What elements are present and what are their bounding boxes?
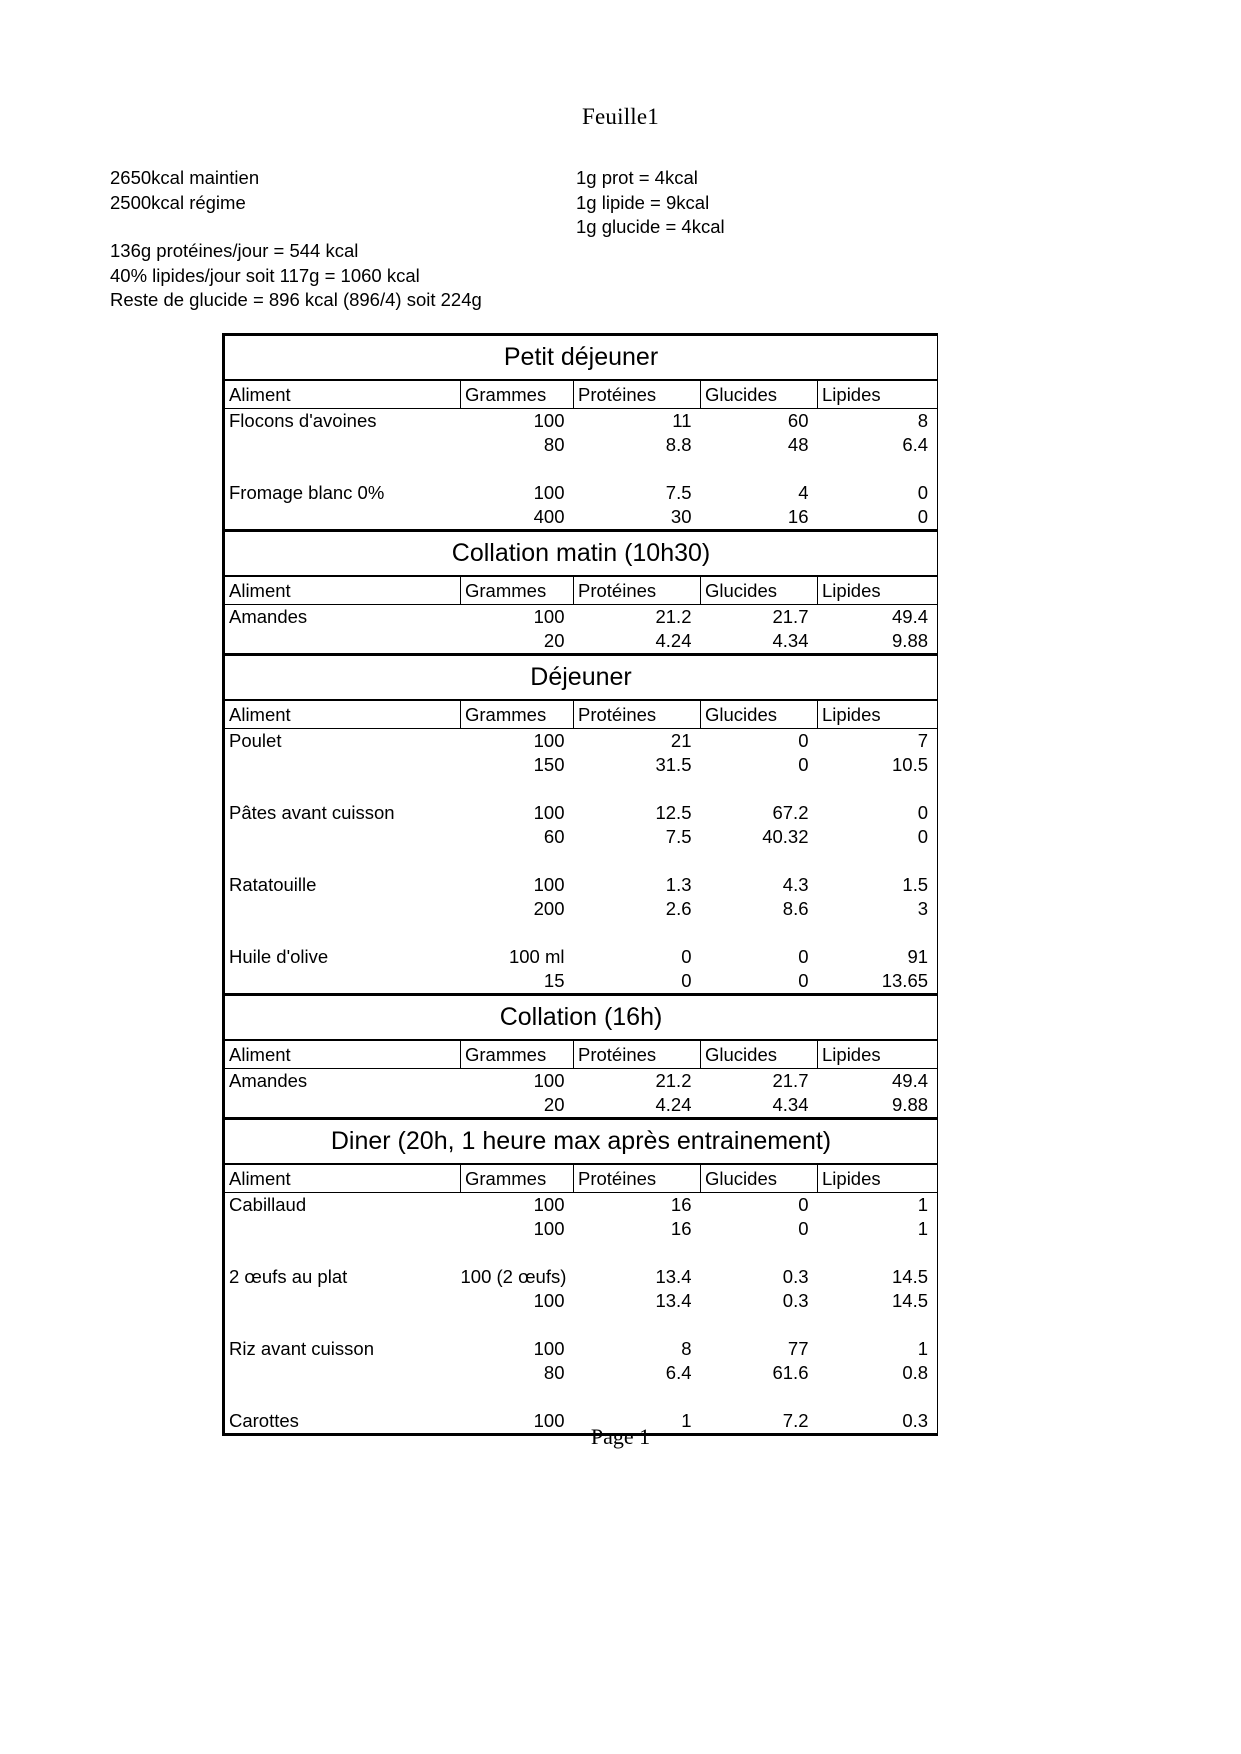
cell-aliment bbox=[224, 629, 461, 655]
cell-grammes: 100 bbox=[533, 410, 565, 431]
cell-grammes: 100 (2 œufs) bbox=[460, 1266, 567, 1287]
cell-aliment bbox=[224, 753, 461, 777]
cell-glucides: 21.7 bbox=[772, 606, 809, 627]
cell-proteines bbox=[574, 921, 701, 945]
column-header-proteines: Protéines bbox=[574, 380, 701, 409]
column-header-lipides: Lipides bbox=[818, 1040, 938, 1069]
cell-glucides: 0.3 bbox=[782, 1266, 809, 1287]
cell-lipides bbox=[818, 1385, 938, 1409]
table-row bbox=[224, 409, 938, 434]
table-row bbox=[224, 753, 938, 777]
section-title-row bbox=[224, 995, 938, 1041]
table-spacer-row bbox=[224, 777, 938, 801]
table-row bbox=[224, 1337, 938, 1361]
cell-proteines: 11 bbox=[672, 410, 692, 431]
cell-glucides: 7.2 bbox=[701, 1409, 818, 1435]
cell-aliment: Amandes bbox=[224, 605, 461, 630]
cell-proteines: 1.3 bbox=[665, 874, 692, 895]
cell-grammes: 100 bbox=[533, 482, 565, 503]
cell-grammes: 100 ml bbox=[508, 946, 565, 967]
cell-proteines: 8 bbox=[681, 1338, 692, 1359]
cell-glucides: 16 bbox=[701, 505, 818, 531]
cell-grammes: 150 bbox=[533, 754, 565, 775]
cell-grammes bbox=[461, 1313, 574, 1337]
cell-proteines: 2.6 bbox=[665, 898, 692, 919]
cell-glucides: 0 bbox=[798, 1218, 809, 1239]
cell-lipides: 1 bbox=[818, 1337, 938, 1361]
table-spacer-row bbox=[224, 1313, 938, 1337]
cell-proteines: 21.2 bbox=[655, 606, 692, 627]
table-row bbox=[224, 505, 938, 531]
cell-grammes: 100 bbox=[533, 1070, 565, 1091]
table-spacer-row bbox=[224, 921, 938, 945]
table-row bbox=[224, 1193, 938, 1218]
cell-glucides: 0.3 bbox=[782, 1290, 809, 1311]
column-header-grammes: Grammes bbox=[461, 700, 574, 729]
cell-grammes bbox=[461, 921, 574, 945]
cell-glucides: 4.34 bbox=[701, 629, 818, 655]
cell-aliment bbox=[224, 897, 461, 921]
cell-grammes: 20 bbox=[461, 1093, 574, 1119]
cell-grammes: 100 bbox=[533, 1194, 565, 1215]
cell-aliment bbox=[224, 777, 461, 801]
cell-glucides bbox=[701, 1385, 818, 1409]
cell-aliment bbox=[224, 921, 461, 945]
column-header-glucides: Glucides bbox=[701, 1040, 818, 1069]
cell-glucides bbox=[701, 1313, 818, 1337]
cell-glucides: 77 bbox=[787, 1338, 809, 1359]
table-row bbox=[224, 1093, 938, 1119]
cell-aliment bbox=[224, 1385, 461, 1409]
cell-grammes: 15 bbox=[461, 969, 574, 995]
cell-glucides bbox=[701, 849, 818, 873]
column-header-aliment: Aliment bbox=[224, 576, 461, 605]
cell-grammes: 100 bbox=[461, 1409, 574, 1435]
cell-glucides bbox=[701, 1241, 818, 1265]
cell-lipides: 0 bbox=[818, 825, 938, 849]
cell-grammes: 20 bbox=[461, 629, 574, 655]
cell-lipides: 10.5 bbox=[818, 753, 938, 777]
section-title-row bbox=[224, 335, 938, 381]
cell-proteines bbox=[574, 1385, 701, 1409]
table-spacer-row bbox=[224, 457, 938, 481]
cell-aliment bbox=[224, 457, 461, 481]
cell-proteines: 16 bbox=[670, 1194, 692, 1215]
column-header-glucides: Glucides bbox=[701, 576, 818, 605]
cell-lipides: 8 bbox=[818, 409, 938, 434]
notes-line: 2650kcal maintien bbox=[110, 167, 260, 188]
column-header-aliment: Aliment bbox=[224, 1040, 461, 1069]
cell-proteines: 30 bbox=[574, 505, 701, 531]
cell-aliment bbox=[224, 433, 461, 457]
cell-lipides: 1 bbox=[818, 1193, 938, 1218]
cell-aliment: Huile d'olive bbox=[224, 945, 461, 969]
table-row bbox=[224, 1069, 938, 1094]
cell-aliment: Cabillaud bbox=[224, 1193, 461, 1218]
cell-glucides: 4.3 bbox=[782, 874, 809, 895]
cell-aliment: Amandes bbox=[224, 1069, 461, 1094]
cell-glucides: 61.6 bbox=[772, 1362, 809, 1383]
column-header-row bbox=[224, 1164, 938, 1193]
cell-proteines: 0 bbox=[681, 946, 692, 967]
cell-glucides: 0 bbox=[701, 969, 818, 995]
table-row bbox=[224, 729, 938, 754]
notes-line: 1g glucide = 4kcal bbox=[576, 216, 725, 237]
column-header-aliment: Aliment bbox=[224, 380, 461, 409]
cell-aliment: Poulet bbox=[224, 729, 461, 754]
cell-proteines: 16 bbox=[670, 1218, 692, 1239]
table-row bbox=[224, 969, 938, 995]
cell-glucides: 4.34 bbox=[701, 1093, 818, 1119]
column-header-grammes: Grammes bbox=[461, 576, 574, 605]
nutrition-table bbox=[222, 333, 938, 1436]
cell-proteines: 6.4 bbox=[665, 1362, 692, 1383]
column-header-proteines: Protéines bbox=[574, 576, 701, 605]
notes-spacer bbox=[110, 215, 482, 239]
column-header-aliment: Aliment bbox=[224, 700, 461, 729]
cell-aliment: Flocons d'avoines bbox=[224, 409, 461, 434]
section-title: Diner (20h, 1 heure max après entrainement) bbox=[224, 1119, 938, 1165]
cell-aliment: Pâtes avant cuisson bbox=[224, 801, 461, 825]
cell-proteines: 7.5 bbox=[665, 826, 692, 847]
cell-lipides: 6.4 bbox=[818, 433, 938, 457]
cell-lipides: 0.8 bbox=[818, 1361, 938, 1385]
cell-lipides: 0.3 bbox=[818, 1409, 938, 1435]
column-header-grammes: Grammes bbox=[461, 380, 574, 409]
cell-grammes: 100 bbox=[533, 1218, 565, 1239]
cell-proteines: 21.2 bbox=[655, 1070, 692, 1091]
cell-grammes: 80 bbox=[543, 434, 565, 455]
cell-grammes: 400 bbox=[461, 505, 574, 531]
cell-lipides: 0 bbox=[818, 801, 938, 825]
cell-glucides: 0 bbox=[798, 754, 809, 775]
section-title-row bbox=[224, 531, 938, 577]
section-title: Collation matin (10h30) bbox=[224, 531, 938, 577]
cell-grammes: 200 bbox=[533, 898, 565, 919]
cell-lipides: 0 bbox=[818, 481, 938, 505]
cell-proteines: 13.4 bbox=[655, 1290, 692, 1311]
cell-proteines bbox=[574, 1313, 701, 1337]
cell-lipides: 0 bbox=[818, 505, 938, 531]
cell-grammes: 80 bbox=[543, 1362, 565, 1383]
cell-proteines: 8.8 bbox=[665, 434, 692, 455]
page-footer: Page 1 bbox=[590, 1424, 651, 1449]
cell-proteines: 0 bbox=[574, 969, 701, 995]
cell-proteines bbox=[574, 457, 701, 481]
cell-lipides: 49.4 bbox=[818, 1069, 938, 1094]
cell-lipides: 9.88 bbox=[818, 629, 938, 655]
cell-glucides: 21.7 bbox=[772, 1070, 809, 1091]
cell-proteines bbox=[574, 849, 701, 873]
cell-glucides bbox=[701, 457, 818, 481]
cell-aliment: 2 œufs au plat bbox=[224, 1265, 461, 1289]
cell-glucides: 4 bbox=[798, 482, 809, 503]
column-header-proteines: Protéines bbox=[574, 1040, 701, 1069]
cell-aliment bbox=[224, 1289, 461, 1313]
table-row bbox=[224, 825, 938, 849]
cell-lipides: 7 bbox=[818, 729, 938, 754]
cell-lipides bbox=[818, 849, 938, 873]
cell-grammes: 100 bbox=[533, 802, 565, 823]
column-header-row bbox=[224, 1040, 938, 1069]
cell-glucides: 0 bbox=[798, 730, 809, 751]
cell-aliment: Ratatouille bbox=[224, 873, 461, 897]
column-header-row bbox=[224, 380, 938, 409]
notes-line: 2500kcal régime bbox=[110, 191, 246, 213]
table-row bbox=[224, 481, 938, 505]
cell-aliment: Fromage blanc 0% bbox=[224, 481, 461, 505]
cell-aliment bbox=[224, 1217, 461, 1241]
cell-proteines bbox=[574, 777, 701, 801]
cell-proteines: 31.5 bbox=[655, 754, 692, 775]
column-header-lipides: Lipides bbox=[818, 1164, 938, 1193]
column-header-lipides: Lipides bbox=[818, 576, 938, 605]
cell-lipides: 1 bbox=[818, 1217, 938, 1241]
cell-grammes bbox=[461, 1241, 574, 1265]
cell-grammes: 60 bbox=[543, 826, 565, 847]
cell-glucides: 67.2 bbox=[772, 802, 809, 823]
cell-glucides: 8.6 bbox=[782, 898, 809, 919]
cell-grammes: 100 bbox=[533, 1338, 565, 1359]
cell-glucides bbox=[701, 921, 818, 945]
cell-glucides: 48 bbox=[787, 434, 809, 455]
table-row bbox=[224, 873, 938, 897]
table-row bbox=[224, 1361, 938, 1385]
cell-lipides: 9.88 bbox=[818, 1093, 938, 1119]
cell-glucides: 60 bbox=[787, 410, 809, 431]
cell-lipides bbox=[818, 457, 938, 481]
cell-grammes: 100 bbox=[533, 606, 565, 627]
cell-lipides bbox=[818, 1313, 938, 1337]
cell-glucides bbox=[701, 777, 818, 801]
notes-left-block bbox=[110, 166, 482, 313]
cell-lipides bbox=[818, 777, 938, 801]
cell-aliment bbox=[224, 1241, 461, 1265]
table-row bbox=[224, 1265, 938, 1289]
cell-aliment bbox=[224, 1361, 461, 1385]
column-header-glucides: Glucides bbox=[701, 700, 818, 729]
cell-grammes: 100 bbox=[533, 1290, 565, 1311]
cell-lipides bbox=[818, 921, 938, 945]
cell-glucides: 40.32 bbox=[762, 826, 809, 847]
cell-proteines: 12.5 bbox=[655, 802, 692, 823]
column-header-lipides: Lipides bbox=[818, 700, 938, 729]
cell-proteines: 7.5 bbox=[665, 482, 692, 503]
column-header-lipides: Lipides bbox=[818, 380, 938, 409]
cell-lipides: 3 bbox=[818, 897, 938, 921]
section-title: Déjeuner bbox=[224, 655, 938, 701]
table-row bbox=[224, 801, 938, 825]
cell-proteines: 1 bbox=[574, 1409, 701, 1435]
cell-proteines: 4.24 bbox=[574, 1093, 701, 1119]
cell-glucides: 0 bbox=[798, 1194, 809, 1215]
section-title-row bbox=[224, 655, 938, 701]
column-header-aliment: Aliment bbox=[224, 1164, 461, 1193]
cell-lipides: 14.5 bbox=[818, 1289, 938, 1313]
cell-aliment bbox=[224, 969, 461, 995]
column-header-grammes: Grammes bbox=[461, 1040, 574, 1069]
cell-aliment bbox=[224, 849, 461, 873]
notes-line: 40% lipides/jour soit 117g = 1060 kcal bbox=[110, 264, 420, 286]
table-row bbox=[224, 945, 938, 969]
cell-aliment bbox=[224, 1313, 461, 1337]
table-row bbox=[224, 1289, 938, 1313]
section-title-row bbox=[224, 1119, 938, 1165]
table-spacer-row bbox=[224, 1385, 938, 1409]
cell-proteines: 4.24 bbox=[574, 629, 701, 655]
table-row bbox=[224, 1217, 938, 1241]
cell-grammes bbox=[461, 457, 574, 481]
cell-lipides: 49.4 bbox=[818, 605, 938, 630]
cell-grammes bbox=[461, 1385, 574, 1409]
cell-lipides bbox=[818, 1241, 938, 1265]
cell-proteines bbox=[574, 1241, 701, 1265]
cell-proteines: 21 bbox=[670, 730, 692, 751]
column-header-proteines: Protéines bbox=[574, 700, 701, 729]
column-header-row bbox=[224, 576, 938, 605]
column-header-glucides: Glucides bbox=[701, 1164, 818, 1193]
notes-line: 1g lipide = 9kcal bbox=[576, 191, 710, 213]
notes-line: 136g protéines/jour = 544 kcal bbox=[110, 240, 359, 261]
notes-line: 1g prot = 4kcal bbox=[576, 167, 698, 188]
column-header-grammes: Grammes bbox=[461, 1164, 574, 1193]
table-row bbox=[224, 897, 938, 921]
nutrition-table-body bbox=[224, 335, 938, 1435]
cell-grammes: 100 bbox=[533, 874, 565, 895]
column-header-proteines: Protéines bbox=[574, 1164, 701, 1193]
table-row bbox=[224, 433, 938, 457]
notes-right-block bbox=[576, 166, 725, 240]
sheet-title: Feuille1 bbox=[582, 104, 659, 129]
section-title: Collation (16h) bbox=[224, 995, 938, 1041]
notes-line: Reste de glucide = 896 kcal (896/4) soit 224g bbox=[110, 289, 482, 310]
cell-proteines: 13.4 bbox=[655, 1266, 692, 1287]
cell-lipides: 91 bbox=[818, 945, 938, 969]
cell-glucides: 0 bbox=[798, 946, 809, 967]
table-spacer-row bbox=[224, 849, 938, 873]
cell-aliment bbox=[224, 505, 461, 531]
cell-grammes: 100 bbox=[533, 730, 565, 751]
column-header-row bbox=[224, 700, 938, 729]
cell-lipides: 14.5 bbox=[818, 1265, 938, 1289]
cell-lipides: 1.5 bbox=[818, 873, 938, 897]
cell-grammes bbox=[461, 777, 574, 801]
cell-aliment: Carottes bbox=[224, 1409, 461, 1435]
cell-lipides: 13.65 bbox=[818, 969, 938, 995]
table-spacer-row bbox=[224, 1241, 938, 1265]
column-header-glucides: Glucides bbox=[701, 380, 818, 409]
table-row bbox=[224, 629, 938, 655]
cell-grammes bbox=[461, 849, 574, 873]
cell-aliment bbox=[224, 1093, 461, 1119]
table-row bbox=[224, 605, 938, 630]
cell-aliment bbox=[224, 825, 461, 849]
cell-aliment: Riz avant cuisson bbox=[224, 1337, 461, 1361]
section-title: Petit déjeuner bbox=[224, 335, 938, 381]
